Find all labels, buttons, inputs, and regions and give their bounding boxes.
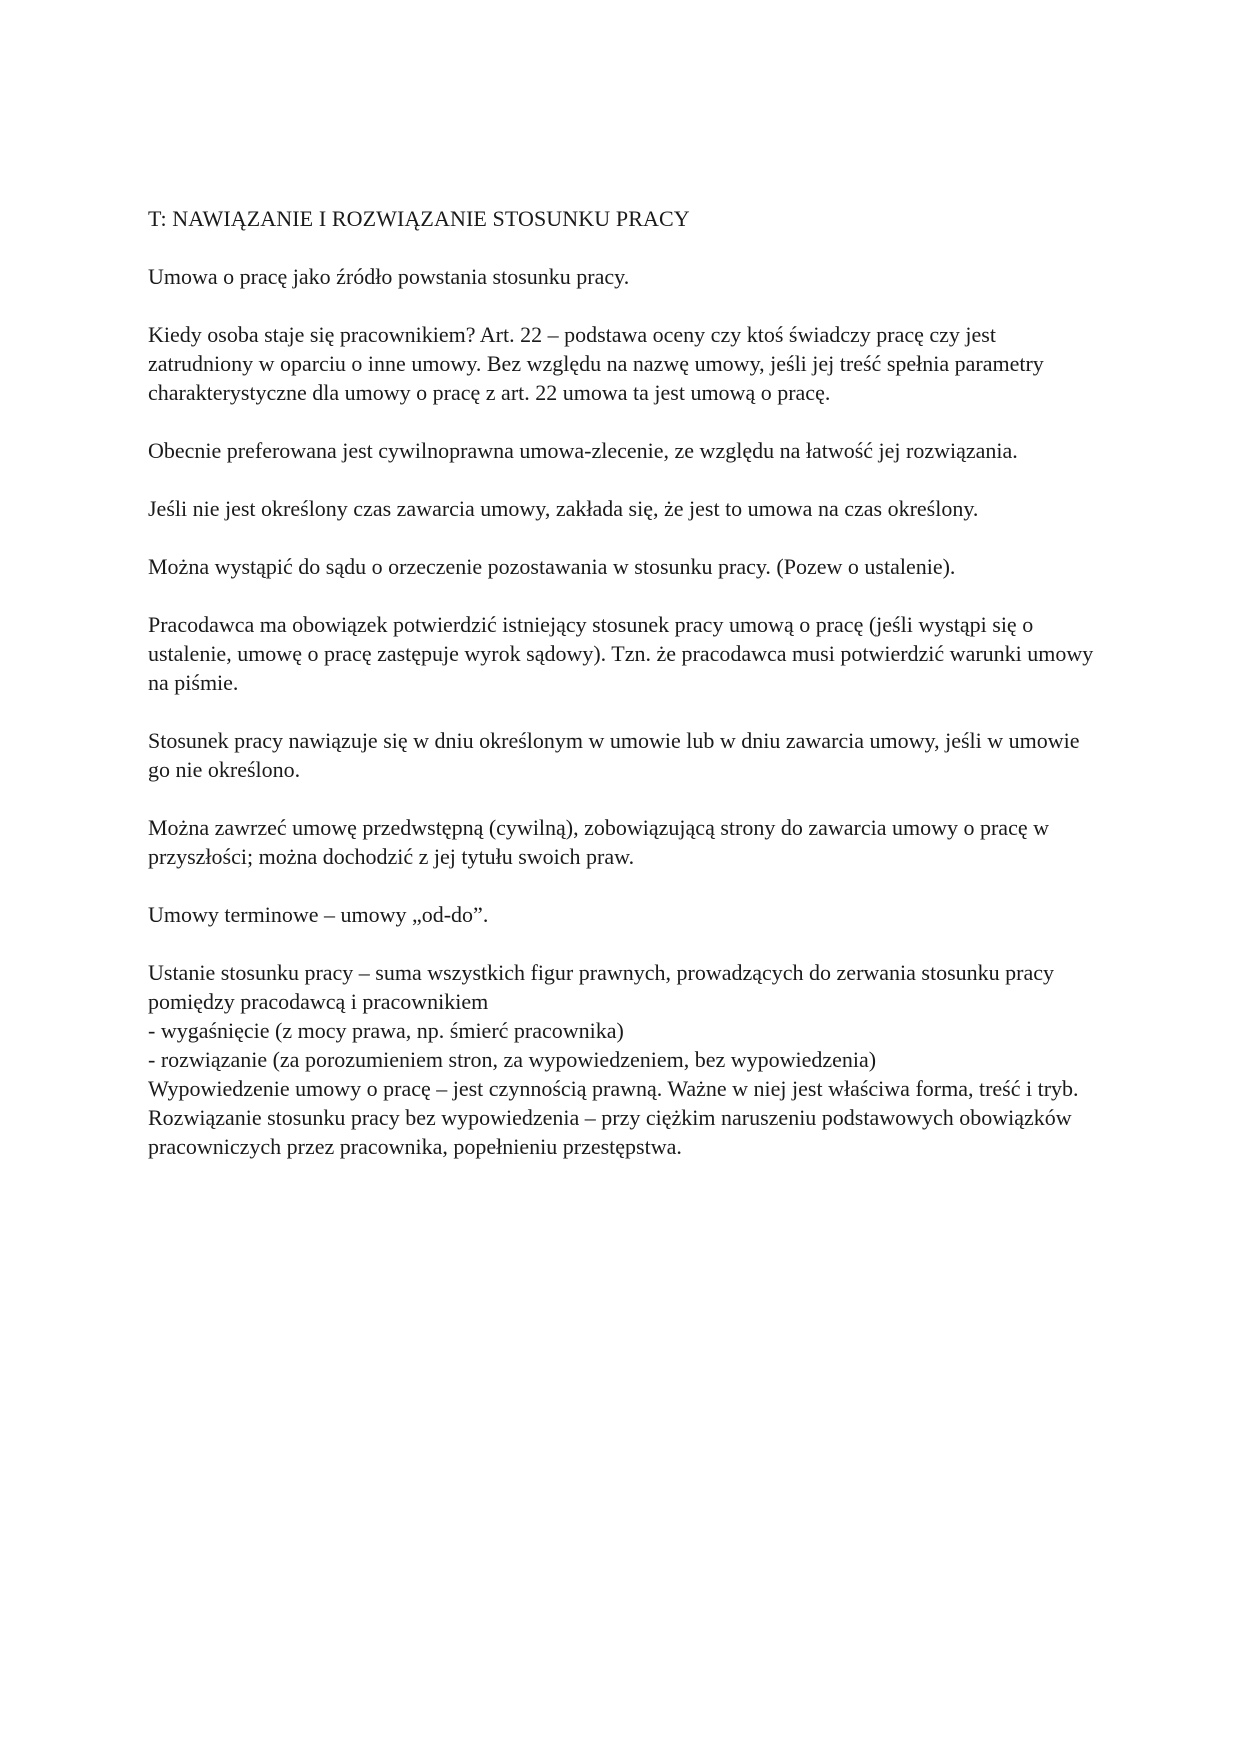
document-body [148, 204, 1098, 1161]
paragraph: Można wystąpić do sądu o orzeczenie pozostawania w stosunku pracy. (Pozew o ustalenie). [148, 554, 956, 579]
notice-paragraph: Wypowiedzenie umowy o pracę – jest czynnością prawną. Ważne w niej jest właściwa forma, treść i tryb. [148, 1076, 1079, 1101]
dismissal-paragraph: Rozwiązanie stosunku pracy bez wypowiedzenia – przy ciężkim naruszeniu podstawowych obowiązków pracowniczych przez pracownika, popełnieniu przestępstwa. [148, 1105, 1072, 1159]
paragraph: Umowa o pracę jako źródło powstania stosunku pracy. [148, 264, 630, 289]
paragraph: Umowy terminowe – umowy „od-do”. [148, 902, 489, 927]
document-title: T: NAWIĄZANIE I ROZWIĄZANIE STOSUNKU PRACY [148, 206, 690, 231]
termination-section [148, 958, 1098, 1161]
paragraph: Pracodawca ma obowiązek potwierdzić istniejący stosunek pracy umową o pracę (jeśli wystąpi się o ustalenie, umowę o pracę zastępuje wyrok sądowy). Tzn. że pracodawca musi potwierdzić warunki umowy na piśmie. [148, 612, 1094, 695]
paragraph: Można zawrzeć umowę przedwstępną (cywilną), zobowiązującą strony do zawarcia umowy o pracę w przyszłości; można dochodzić z jej tytułu swoich praw. [148, 815, 1049, 869]
list-item: - rozwiązanie (za porozumieniem stron, za wypowiedzeniem, bez wypowiedzenia) [148, 1047, 877, 1072]
paragraph: Stosunek pracy nawiązuje się w dniu określonym w umowie lub w dniu zawarcia umowy, jeśli w umowie go nie określono. [148, 728, 1080, 782]
list-item: - wygaśnięcie (z mocy prawa, np. śmierć pracownika) [148, 1018, 624, 1043]
termination-definition: Ustanie stosunku pracy – suma wszystkich figur prawnych, prowadzących do zerwania stosunku pracy pomiędzy pracodawcą i pracownikiem [148, 960, 1055, 1014]
paragraph: Kiedy osoba staje się pracownikiem? Art. 22 – podstawa oceny czy ktoś świadczy pracę czy jest zatrudniony w oparciu o inne umowy. Bez względu na nazwę umowy, jeśli jej treść spełnia parametry charakterystyczne dla umowy o pracę z art. 22 umowa ta jest umową o pracę. [148, 322, 1044, 405]
paragraph: Jeśli nie jest określony czas zawarcia umowy, zakłada się, że jest to umowa na czas określony. [148, 496, 979, 521]
paragraph: Obecnie preferowana jest cywilnoprawna umowa-zlecenie, ze względu na łatwość jej rozwiązania. [148, 438, 1018, 463]
